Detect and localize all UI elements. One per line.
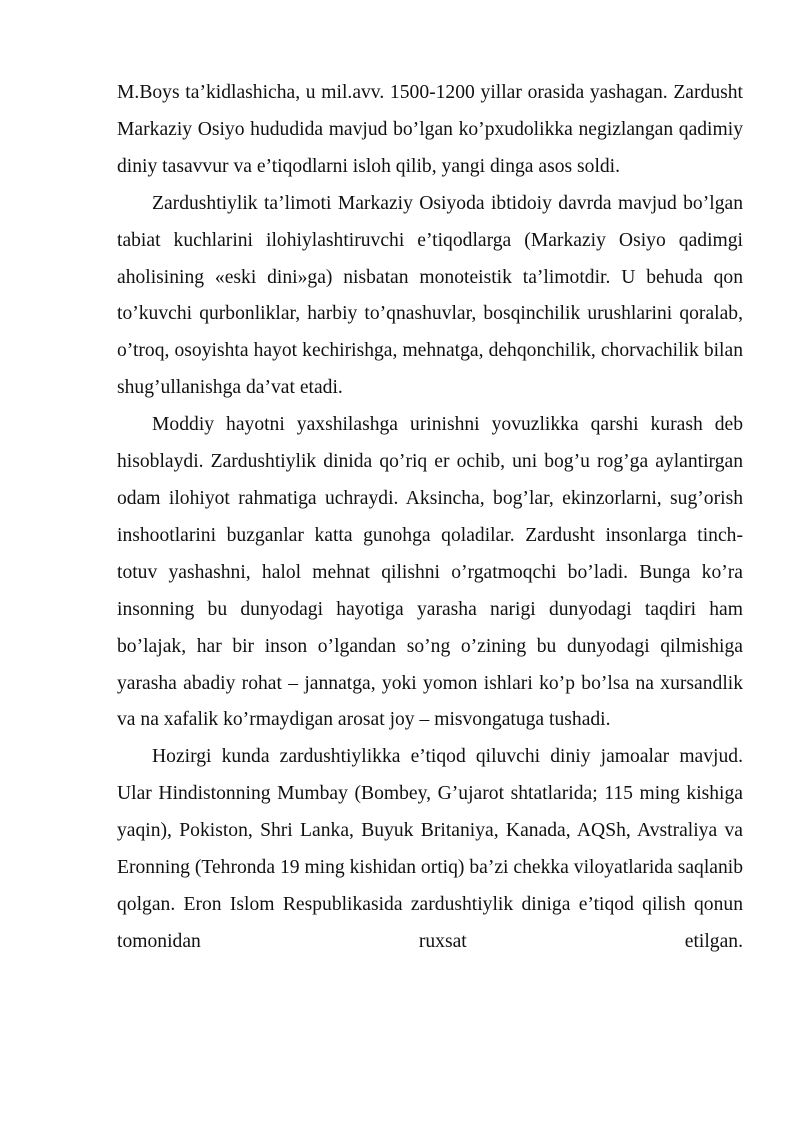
paragraph-3: Moddiy hayotni yaxshilashga urinishni yovuzlikka qarshi kurash deb hisoblaydi. Zardushtiylik dinida qo’riq er ochib, uni bog’u rog’ga aylantirgan odam ilohiyot rahmatiga uchraydi. Aksincha, bog’lar, ekinzorlarni, sug’orish inshootlarini buzganlar katta gunohga qoladilar. Zardusht insonlarga tinch-totuv yashashni, halol mehnat qilishni o’rgatmoqchi bo’ladi. Bunga ko’ra insonning bu dunyodagi hayotiga yarasha narigi dunyodagi taqdiri ham bo’lajak, har bir inson o’lgandan so’ng o’zining bu dunyodagi qilmishiga yarasha abadiy rohat – jannatga, yoki yomon ishlari ko’p bo’lsa na xursandlik va na xafalik ko’rmaydigan arosat joy – misvongatuga tushadi. — [117, 414, 743, 731]
paragraph-4: Hozirgi kunda zardushtiylikka e’tiqod qiluvchi diniy jamoalar mavjud. Ular Hindistonning Mumbay (Bombey, G’ujarot shtatlarida; 115 ming kishiga yaqin), Pokiston, Shri Lanka, Buyuk Britaniya, Kanada, AQSh, Avstraliya va Eronning (Tehronda 19 ming kishidan ortiq) ba’zi chekka viloyatlarida saqlanib qolgan. Eron Islom Respublikasida zardushtiylik diniga e’tiqod qilish qonun tomonidan ruxsat etilgan. — [117, 746, 743, 952]
paragraph-1: M.Boys ta’kidlashicha, u mil.avv. 1500-1200 yillar orasida yashagan. Zardusht Markaziy Osiyo hududida mavjud bo’lgan ko’pxudolikka negizlangan qadimiy diniy tasavvur va e’tiqodlarni isloh qilib, yangi dinga asos soldi. — [117, 82, 743, 177]
body-text — [117, 75, 743, 961]
paragraph-2: Zardushtiylik ta’limoti Markaziy Osiyoda ibtidoiy davrda mavjud bo’lgan tabiat kuchlarini ilohiylashtiruvchi e’tiqodlarga (Markaziy Osiyo qadimgi aholisining «eski dini»ga) nisbatan monoteistik ta’limotdir. U behuda qon to’kuvchi qurbonliklar, harbiy to’qnashuvlar, bosqinchilik urushlarini qoralab, o’troq, osoyishta hayot kechirishga, mehnatga, dehqonchilik, chorvachilik bilan shug’ullanishga da’vat etadi. — [117, 192, 743, 399]
